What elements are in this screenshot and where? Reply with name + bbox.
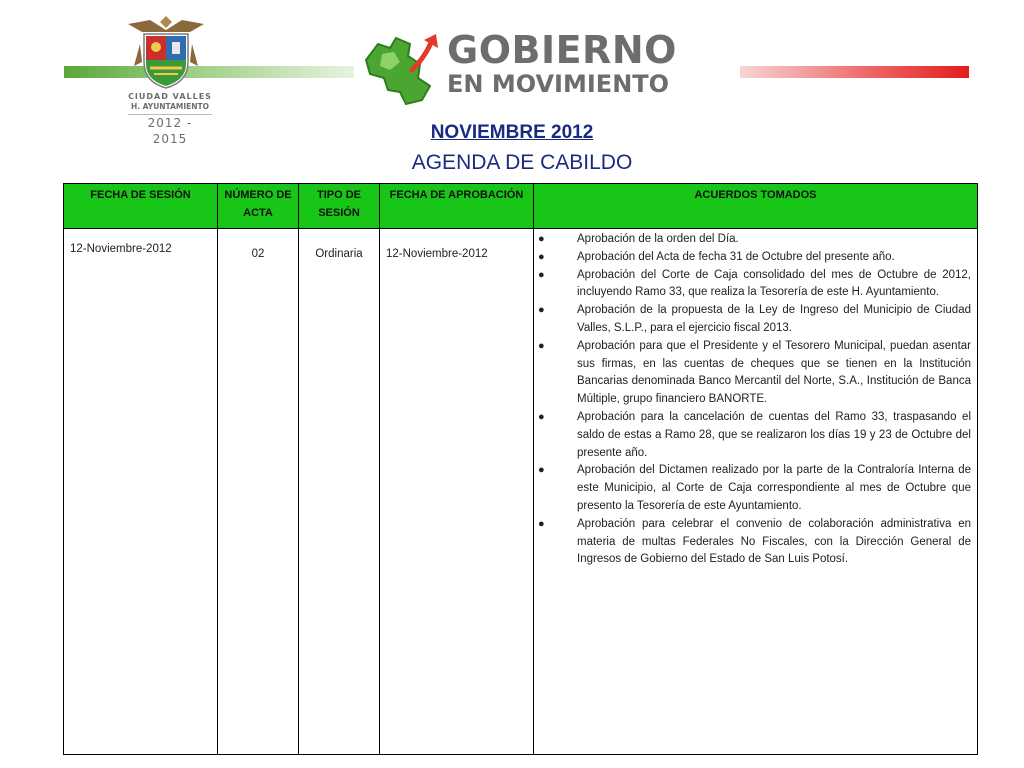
bullet-icon: ● bbox=[538, 268, 545, 281]
acuerdo-text: Aprobación para celebrar el convenio de colaboración administrativa en materia de multas Federales No Fiscales, con la Dirección General de Ingresos de Gobierno del Estado de San Luis Potosí. bbox=[577, 517, 971, 566]
page-title: NOVIEMBRE 2012 bbox=[430, 122, 594, 143]
cell-fecha-sesion: 12-Noviembre-2012 bbox=[64, 229, 218, 755]
list-item bbox=[534, 462, 971, 515]
list-item bbox=[534, 249, 971, 267]
list-item bbox=[534, 302, 971, 338]
cell-fecha-aprobacion: 12-Noviembre-2012 bbox=[380, 229, 534, 755]
cell-tipo-sesion: Ordinaria bbox=[299, 229, 380, 755]
crest-years: 2012 - 2015 bbox=[128, 114, 212, 147]
header-acuerdos: ACUERDOS TOMADOS bbox=[534, 184, 978, 229]
bullet-icon: ● bbox=[538, 339, 545, 352]
coat-of-arms-icon bbox=[120, 16, 212, 90]
acuerdo-text: Aprobación del Corte de Caja consolidado del mes de Octubre de 2012, incluyendo Ramo 33, que realiza la Tesorería de este H. Ayuntamiento. bbox=[577, 268, 971, 299]
header-fecha-aprobacion: FECHA DE APROBACIÓN bbox=[380, 184, 534, 229]
header-numero-acta: NÚMERO DE ACTA bbox=[218, 184, 299, 229]
cell-acuerdos bbox=[534, 229, 978, 755]
acuerdo-text: Aprobación de la propuesta de la Ley de Ingreso del Municipio de Ciudad Valles, S.L.P., para el ejercicio fiscal 2013. bbox=[577, 304, 971, 334]
acuerdo-text: Aprobación de la orden del Día. bbox=[577, 233, 739, 245]
header-band-red bbox=[740, 66, 969, 78]
bullet-icon: ● bbox=[538, 250, 545, 263]
list-item bbox=[534, 267, 971, 303]
page-subtitle: AGENDA DE CABILDO bbox=[411, 151, 633, 174]
crest-ayuntamiento: H. AYUNTAMIENTO bbox=[130, 102, 210, 111]
acuerdo-text: Aprobación del Acta de fecha 31 de Octubre del presente año. bbox=[577, 250, 895, 263]
acuerdo-text: Aprobación del Dictamen realizado por la parte de la Contraloría Interna de este Municipio, al Corte de Caja correspondiente al mes de Octubre que presento la Tesorería de este Ayuntamiento. bbox=[577, 464, 971, 512]
header-tipo-sesion: TIPO DE SESIÓN bbox=[299, 184, 380, 229]
list-item bbox=[534, 338, 971, 409]
list-item bbox=[534, 409, 971, 462]
brand-line2: EN MOVIMIENTO bbox=[447, 70, 670, 98]
table-row bbox=[64, 229, 978, 755]
list-item bbox=[534, 231, 971, 249]
bullet-icon: ● bbox=[538, 233, 545, 245]
header-fecha-sesion: FECHA DE SESIÓN bbox=[64, 184, 218, 229]
state-map-logo-icon bbox=[360, 30, 450, 108]
acuerdo-text: Aprobación para la cancelación de cuentas del Ramo 33, traspasando el saldo de estas a Ramo 28, que se realizaron los días 19 y 23 de Octubre del presente año. bbox=[577, 410, 971, 459]
bullet-icon: ● bbox=[538, 304, 545, 317]
table-header-row bbox=[64, 184, 978, 229]
cell-numero-acta: 02 bbox=[218, 229, 299, 755]
acuerdos-list bbox=[534, 229, 977, 569]
bullet-icon: ● bbox=[538, 464, 545, 477]
crest-city: CIUDAD VALLES bbox=[128, 92, 212, 101]
acuerdo-text: Aprobación para que el Presidente y el Tesorero Municipal, puedan asentar sus firmas, en las cuentas de cheques que se tienen en la Institución Bancarias denominada Banco Mercantil del Norte, S.A., Institución de Banca Múltiple, grupo financiero BANORTE. bbox=[577, 339, 971, 406]
agenda-table bbox=[63, 183, 978, 755]
brand-title bbox=[447, 30, 677, 98]
bullet-icon: ● bbox=[538, 410, 545, 423]
brand-line1: GOBIERNO bbox=[447, 28, 677, 72]
list-item bbox=[534, 516, 971, 569]
bullet-icon: ● bbox=[538, 517, 545, 530]
